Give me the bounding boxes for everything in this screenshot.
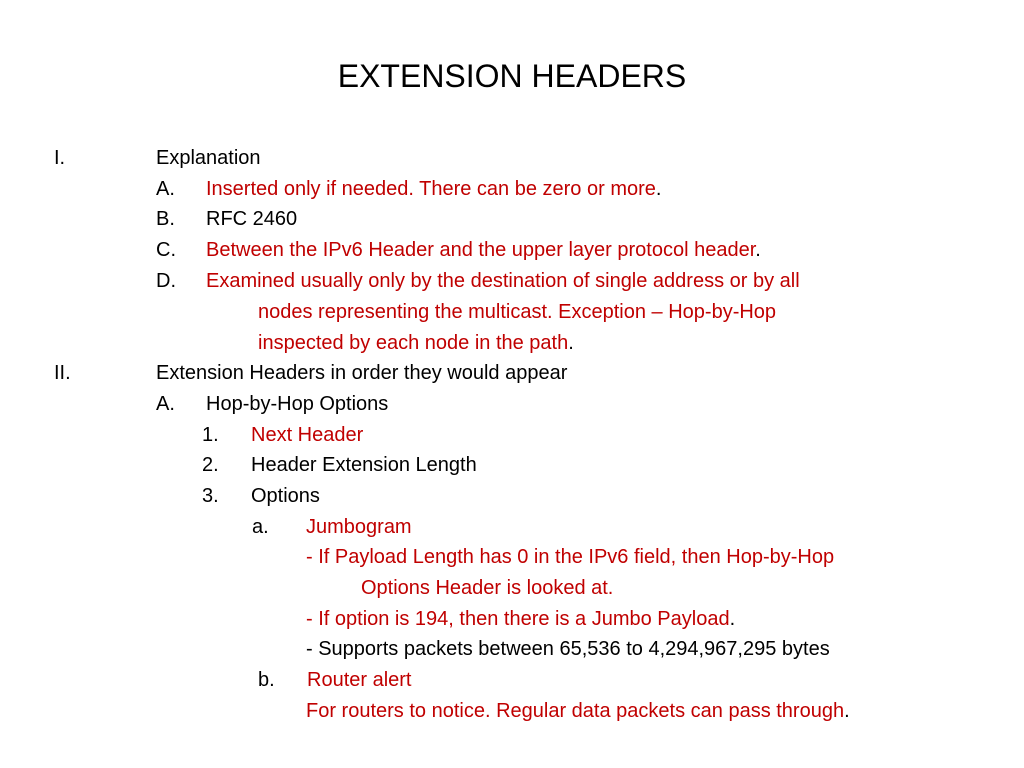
slide-title: EXTENSION HEADERS — [337, 58, 687, 94]
outline-marker: I. — [54, 147, 66, 169]
outline-text-segment: . — [568, 332, 574, 354]
outline-line — [156, 361, 567, 385]
outline-text-segment: . — [844, 700, 850, 722]
outline-text-segment: Options — [251, 485, 320, 507]
outline-line — [258, 300, 776, 324]
outline-line — [258, 331, 574, 355]
outline-marker: 1. — [202, 424, 219, 446]
outline-marker: II. — [54, 362, 71, 384]
outline-text-segment: Options Header is looked at. — [361, 577, 614, 599]
outline-line — [156, 146, 261, 170]
outline-text-segment: Next Header — [251, 424, 364, 446]
outline-line — [306, 515, 412, 539]
outline-text-segment: Between the IPv6 Header and the upper layer protocol header — [206, 239, 756, 261]
outline-line — [306, 637, 830, 661]
outline-text-segment: . — [729, 608, 736, 630]
outline-text-segment: inspected by each node in the path — [258, 332, 569, 354]
outline-line — [306, 699, 850, 723]
outline-line — [361, 576, 613, 600]
outline-text-segment: Explanation — [156, 147, 261, 169]
outline-text-segment: Header Extension Length — [251, 454, 477, 476]
outline-marker: 3. — [202, 485, 219, 507]
outline-text-segment: . — [755, 239, 761, 261]
outline-text-segment: Jumbogram — [306, 516, 412, 538]
outline-line — [206, 207, 297, 231]
outline-text-segment: . — [655, 178, 662, 200]
outline-text-segment: Hop-by-Hop Options — [206, 393, 389, 415]
outline-marker: a. — [252, 516, 269, 538]
outline-text-segment: Examined usually only by the destination of single address or by all — [206, 270, 800, 292]
outline-marker: A. — [156, 178, 175, 200]
outline-text-segment: RFC 2460 — [206, 208, 298, 230]
outline-text-segment: Inserted only if needed. There can be zero or more — [206, 178, 656, 200]
outline-marker: C. — [156, 239, 176, 261]
outline-line — [307, 668, 412, 692]
outline-text-segment: - Supports packets between 65,536 to 4,294,967,295 bytes — [306, 638, 830, 660]
outline-text-segment: Router alert — [307, 669, 412, 691]
outline-line — [206, 238, 761, 262]
outline-marker: A. — [156, 393, 175, 415]
outline-text-segment: For routers to notice. Regular data packets can pass through — [306, 700, 845, 722]
outline-line — [206, 269, 800, 293]
outline-line — [206, 177, 661, 201]
outline-text-segment: - If Payload Length has 0 in the IPv6 field, then Hop-by-Hop — [306, 546, 835, 568]
outline-marker: 2. — [202, 454, 219, 476]
outline-line — [306, 545, 834, 569]
outline-marker: b. — [258, 669, 275, 691]
outline-line — [206, 392, 388, 416]
outline-marker: B. — [156, 208, 175, 230]
outline-line — [251, 484, 320, 508]
outline-text-segment: Extension Headers in order they would appear — [156, 362, 568, 384]
outline-text-segment: - If option is 194, then there is a Jumbo Payload — [306, 608, 730, 630]
outline-text-segment: nodes representing the multicast. Exception – Hop-by-Hop — [258, 301, 777, 323]
outline-marker: D. — [156, 270, 176, 292]
outline-line — [251, 423, 363, 447]
outline-line — [306, 607, 735, 631]
outline-line — [251, 453, 477, 477]
